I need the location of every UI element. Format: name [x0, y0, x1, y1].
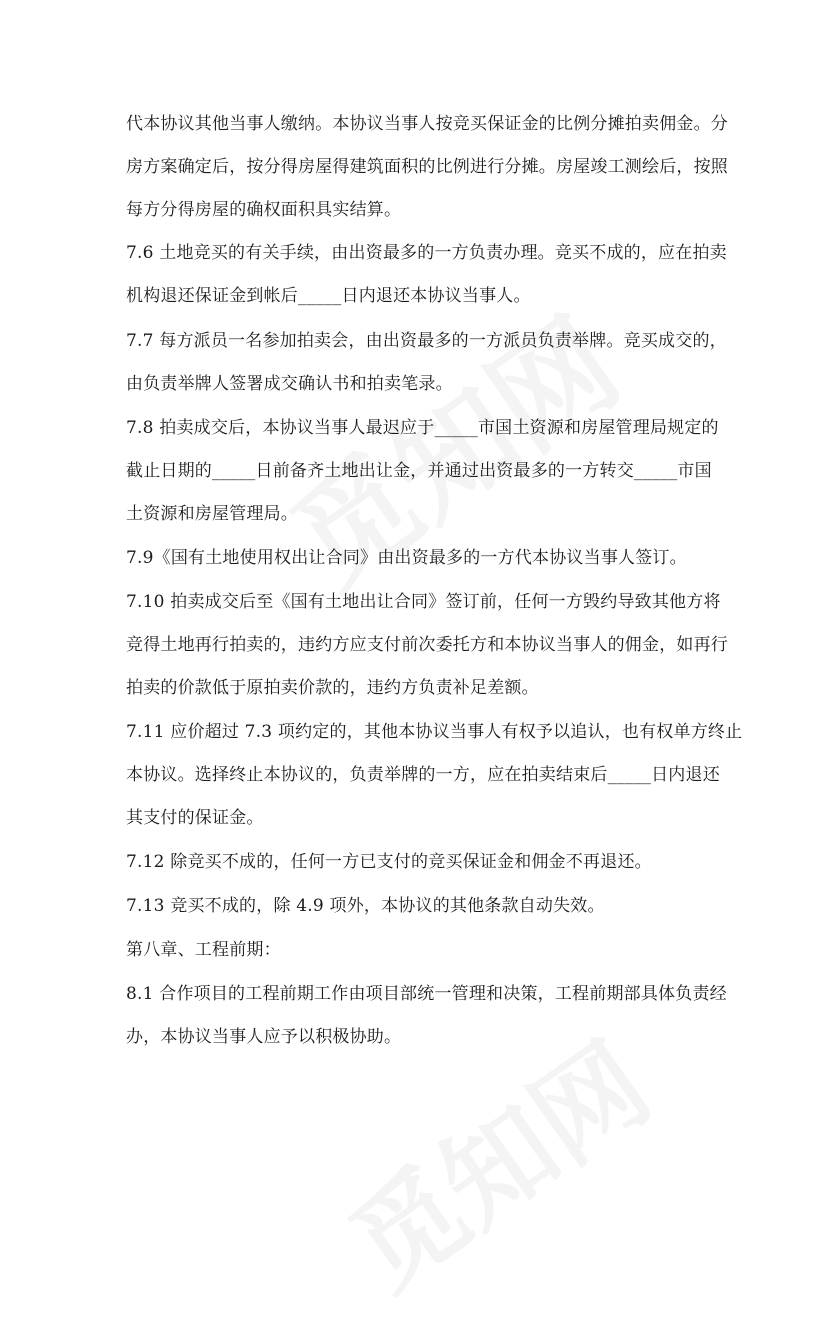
- body-text-line: 每方分得房屋的确权面积具实结算。: [126, 200, 402, 220]
- clause-8-1-line: 8.1 合作项目的工程前期工作由项目部统一管理和决策，工程前期部具体负责经: [126, 984, 727, 1004]
- clause-7-10-line: 竞得土地再行拍卖的，违约方应支付前次委托方和本协议当事人的佣金，如再行: [126, 635, 728, 655]
- clause-7-10-line: 7.10 拍卖成交后至《国有土地出让合同》签订前，任何一方毁约导致其他方将: [126, 592, 721, 612]
- body-text-line: 房方案确定后，按分得房屋得建筑面积的比例进行分摊。房屋竣工测绘后，按照: [126, 157, 728, 177]
- clause-7-9-line: 7.9《国有土地使用权出让合同》由出资最多的一方代本协议当事人签订。: [126, 548, 687, 568]
- body-text-line: 代本协议其他当事人缴纳。本协议当事人按竞买保证金的比例分摊拍卖佣金。分: [126, 114, 728, 134]
- clause-7-10-line: 拍卖的价款低于原拍卖价款的，违约方负责补足差额。: [126, 678, 539, 698]
- clause-7-6-line: 7.6 土地竞买的有关手续，由出资最多的一方负责办理。竞买不成的，应在拍卖: [126, 243, 727, 263]
- clause-7-11-line: 7.11 应价超过 7.3 项约定的，其他本协议当事人有权予以追认，也有权单方终止: [126, 722, 743, 742]
- clause-7-13-line: 7.13 竞买不成的，除 4.9 项外，本协议的其他条款自动失效。: [126, 896, 605, 916]
- watermark: [315, 1000, 676, 1318]
- chapter-heading: 第八章、工程前期：: [126, 940, 281, 960]
- clause-7-7-line: 7.7 每方派员一名参加拍卖会，由出资最多的一方派员负责举牌。竞买成交的，: [126, 331, 727, 351]
- clause-7-8-line: 截止日期的_____日前备齐土地出让金，并通过出资最多的一方转交_____市国: [126, 461, 712, 481]
- clause-7-7-line: 由负责举牌人签署成交确认书和拍卖笔录。: [126, 374, 453, 394]
- clause-8-1-line: 办，本协议当事人应予以积极协助。: [126, 1027, 402, 1047]
- clause-7-6-line: 机构退还保证金到帐后_____日内退还本协议当事人。: [126, 286, 531, 306]
- clause-7-12-line: 7.12 除竞买不成的，任何一方已支付的竞买保证金和佣金不再退还。: [126, 852, 652, 872]
- clause-7-11-line: 本协议。选择终止本协议的，负责举牌的一方，应在拍卖结束后_____日内退还: [126, 765, 720, 785]
- clause-7-8-line: 土资源和房屋管理局。: [126, 504, 298, 524]
- clause-7-11-line: 其支付的保证金。: [126, 808, 264, 828]
- clause-7-8-line: 7.8 拍卖成交后，本协议当事人最迟应于_____市国土资源和房屋管理局规定的: [126, 418, 719, 438]
